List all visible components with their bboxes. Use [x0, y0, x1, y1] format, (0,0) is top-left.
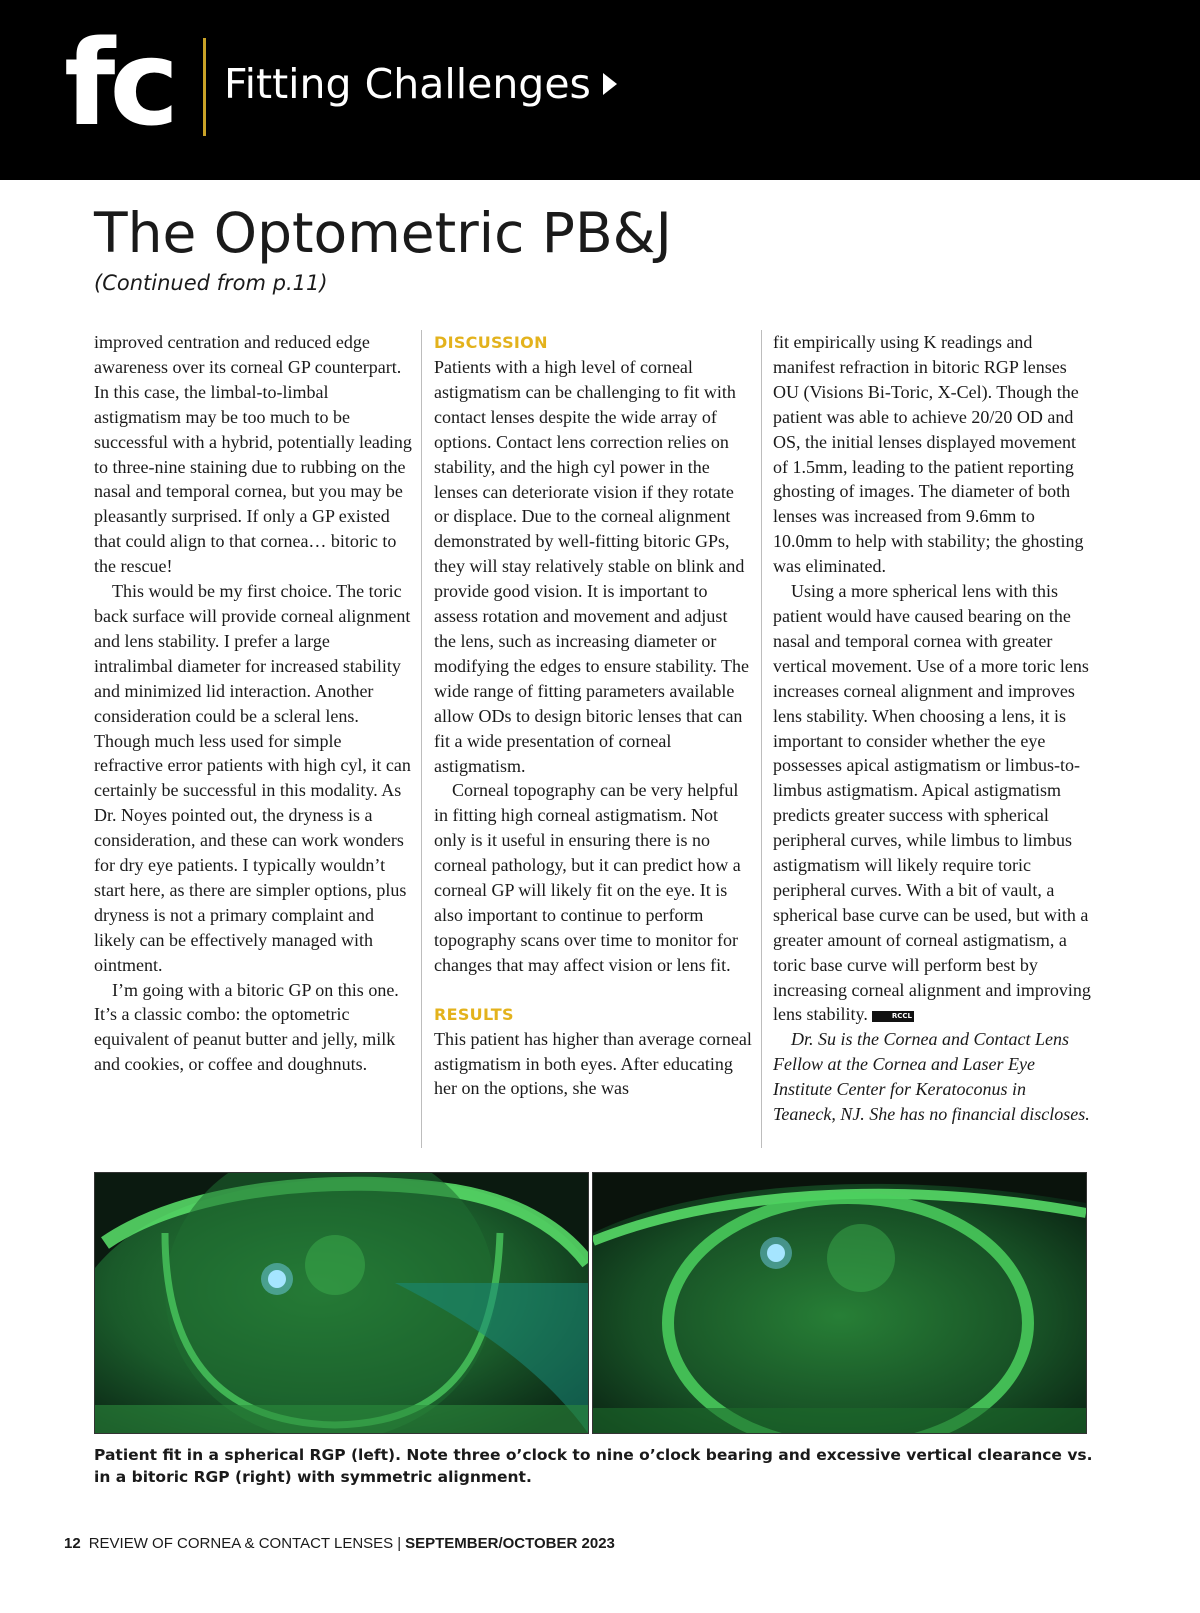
eye-fluorescein-image-right [593, 1173, 1086, 1433]
paragraph: Corneal topography can be very helpful in fitting high corneal astigmatism. Not only is it useful in ensuring there is no corneal pathology, but it can predict how a corneal GP will likely fit on the eye. It is also important to continue to perform topography scans over time to monitor for changes that may affect vision or lens fit. [434, 780, 741, 975]
paragraph: This would be my first choice. The toric back surface will provide corneal alignment and lens stability. I prefer a large intralimbal diameter for increased stability and minimized lid interaction. Another consideration could be a scleral lens. Though much less used for simple refractive error patients with high cyl, it can certainly be successful in this modality. As Dr. Noyes pointed out, the dryness is a consideration, and these can work wonders for dry eye patients. I typically wouldn’t start here, as there are simpler options, plus dryness is not a primary complaint and likely can be effectively managed with ointment. [94, 581, 411, 975]
figure-caption: Patient fit in a spherical RGP (left). Note three o’clock to nine o’clock bearing and excessive vertical clearance vs. in a bitoric RGP (right) with symmetric alignment. [94, 1446, 1093, 1486]
paragraph-text: Using a more spherical lens with this patient would have caused bearing on the nasal and temporal cornea with greater vertical movement. Use of a more toric lens increases corneal alignment and improves lens stability. When choosing a lens, it is important to consider whether the eye possesses apical astigmatism or limbus-to-limbus astigmatism. Apical astigmatism predicts greater success with spherical peripheral curves, while limbus to limbus astigmatism will likely require toric peripheral curves. With a bit of vault, a spherical base curve can be used, but with a greater amount of corneal astigmatism, a toric base curve will perform best by increasing corneal alignment and improving lens stability. [773, 581, 1091, 1025]
paragraph: Patients with a high level of corneal astigmatism can be challenging to fit with contact lenses despite the wide array of options. Contact lens correction relies on stability, and the high cyl power in the lenses can deteriorate vision if they rotate or displace. Due to the corneal alignment demonstrated by well-fitting bitoric GPs, they will stay relatively stable on blink and provide good vision. It is important to assess rotation and movement and adjust the lens, such as increasing diameter or modifying the edges to ensure stability. The wide range of fitting parameters available allow ODs to design bitoric lenses that can fit a wide presentation of corneal astigmatism. [434, 357, 749, 776]
column-divider [421, 330, 422, 1148]
photo-bitoric-rgp [592, 1172, 1087, 1434]
section-label [224, 56, 617, 112]
publication-name: REVIEW OF CORNEA & CONTACT LENSES [88, 1535, 394, 1552]
paragraph [773, 579, 1091, 1027]
text-column-2 [434, 330, 752, 1101]
discussion-heading: DISCUSSION [434, 333, 548, 352]
section-label-text: Fitting Challenges [224, 60, 591, 108]
page-number: 12 [64, 1535, 81, 1552]
fc-logo: fc [64, 14, 174, 152]
end-of-article-mark: RCCL [872, 1011, 914, 1022]
author-bio: Dr. Su is the Cornea and Contact Lens Fellow at the Cornea and Laser Eye Institute Center for Keratoconus in Teaneck, NJ. She has no financial discloses. [773, 1029, 1090, 1125]
continued-note: (Continued from p.11) [94, 271, 328, 295]
paragraph: I’m going with a bitoric GP on this one. It’s a classic combo: the optometric equivalent of peanut butter and jelly, milk and cookies, or coffee and doughnuts. [94, 979, 399, 1075]
footer-separator: | [397, 1535, 402, 1552]
arrow-right-icon [603, 73, 617, 95]
page-footer [64, 1533, 615, 1555]
eye-fluorescein-image-left [95, 1173, 588, 1433]
photo-spherical-rgp [94, 1172, 589, 1434]
text-column-3 [773, 330, 1091, 1127]
paragraph: This patient has higher than average corneal astigmatism in both eyes. After educating her on the options, she was [434, 1028, 752, 1099]
column-divider [761, 330, 762, 1148]
issue-date: SEPTEMBER/OCTOBER 2023 [405, 1535, 615, 1552]
header-divider [203, 38, 206, 136]
text-column-1 [94, 330, 412, 1077]
paragraph: improved centration and reduced edge awareness over its corneal GP counterpart. In this case, the limbal-to-limbal astigmatism may be too much to be successful with a hybrid, potentially leading to three-nine staining due to rubbing on the nasal and temporal cornea, but you may be pleasantly surprised. If only a GP existed that could align to that cornea… bitoric to the rescue! [94, 332, 412, 577]
results-heading: RESULTS [434, 1004, 514, 1024]
section-header-bar [0, 0, 1200, 180]
article-title: The Optometric PB&J [94, 201, 672, 265]
paragraph: fit empirically using K readings and manifest refraction in bitoric RGP lenses OU (Visions Bi-Toric, X-Cel). Though the patient was able to achieve 20/20 OD and OS, the initial lenses displayed movement of 1.5mm, leading to the patient reporting ghosting of images. The diameter of both lenses was increased from 9.6mm to 10.0mm to help with stability; the ghosting was eliminated. [773, 332, 1084, 577]
